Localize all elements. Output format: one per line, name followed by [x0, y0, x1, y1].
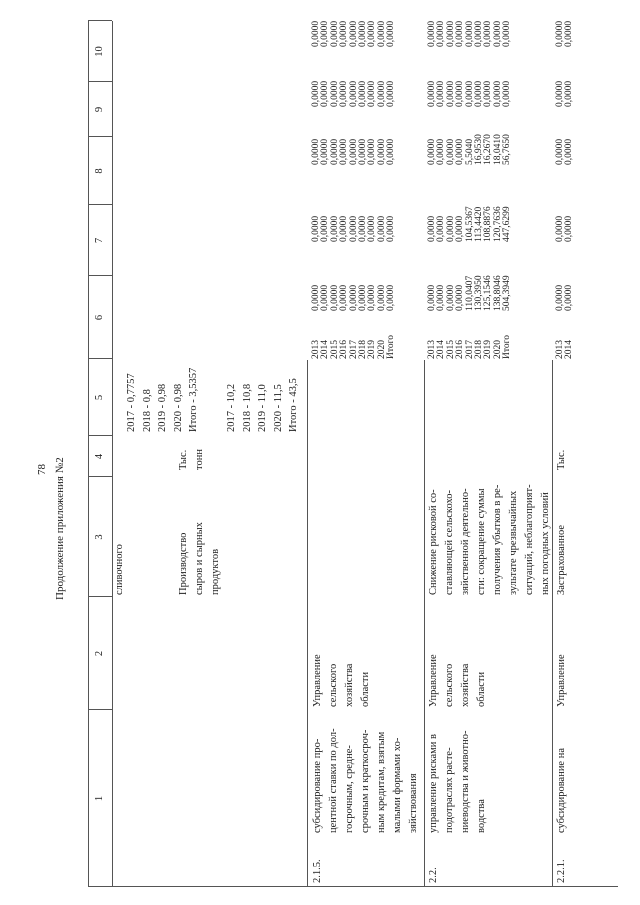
header-number-5: 5 — [94, 394, 105, 401]
executor-name: Управление сельского хозяйства области — [312, 654, 371, 707]
unit-label: Тыс. — [556, 449, 567, 470]
year-list: 2013 2014 2015 2016 2017 2018 2019 2020 Итого — [311, 334, 397, 359]
continuation-title: Продолжение приложения №2 — [54, 457, 66, 600]
expected-result: Застрахованное — [556, 524, 567, 595]
indicator-values: 2017 - 10,2 2018 - 10,8 2019 - 11,0 2020 - 11,5 Итого - 43,5 — [226, 378, 299, 432]
measure-description: субсидирование про- центной ставки по дол- госрочным, средне- срочным и краткосроч- ным кредитам, взятым малыми формами хо- зяйствования — [312, 728, 419, 833]
header-number-9: 9 — [94, 106, 105, 113]
row-divider — [424, 360, 425, 887]
row-id: 2.2.1. — [556, 859, 567, 883]
finance-total: 0,0000 0,0000 0,0000 0,0000 0,0000 0,0000 0,0000 0,0000 0,0000 — [311, 284, 397, 311]
row-col3-text: Производство сыров и сырных продуктов — [178, 522, 221, 595]
finance-regional: 0,0000 0,0000 0,0000 0,0000 5,5040 16,9530 16,2670 18,0410 56,7650 — [427, 134, 513, 165]
row-col3-text: сливочного — [114, 544, 125, 595]
finance-federal: 0,0000 0,0000 — [555, 215, 575, 242]
measure-description: субсидирование на — [556, 748, 567, 833]
header-number-8: 8 — [94, 168, 105, 174]
measure-description: управление рисками в подотраслях расте- ниеводства и животно- водства — [428, 730, 487, 833]
finance-total: 0,0000 0,0000 — [555, 284, 575, 311]
finance-local: 0,0000 0,0000 0,0000 0,0000 0,0000 0,0000 0,0000 0,0000 0,0000 — [427, 80, 513, 107]
executor-name: Управление сельского хозяйства области — [428, 654, 487, 707]
finance-other: 0,0000 0,0000 — [555, 20, 575, 47]
indicator-values: 2017 - 0,7757 2018 - 0,8 2019 - 0,98 2020 - 0,98 Итого - 3,5357 — [126, 367, 199, 432]
header-number-2: 2 — [94, 650, 105, 657]
finance-federal: 0,0000 0,0000 0,0000 0,0000 0,0000 0,0000 0,0000 0,0000 0,0000 — [311, 215, 397, 242]
page-number: 78 — [36, 464, 48, 475]
header-number-1: 1 — [94, 795, 105, 802]
year-list: 2013 2014 2015 2016 2017 2018 2019 2020 Итого — [427, 334, 513, 359]
row-divider — [552, 360, 553, 887]
expected-result: Снижение рисковой со- ставляющей сельскохо- зяйственной деятельно- сти: сокращение суммы получения убытков в ре- зультате чрезвычайных ситуаций, неблагоприят- ных погодных условий — [428, 484, 551, 595]
header-number-3: 3 — [94, 534, 105, 540]
row-id: 2.1.5. — [312, 859, 323, 883]
executor-name: Управление — [556, 654, 567, 707]
header-number-6: 6 — [94, 314, 105, 321]
finance-local: 0,0000 0,0000 — [555, 80, 575, 107]
row-id: 2.2. — [428, 867, 439, 883]
finance-local: 0,0000 0,0000 0,0000 0,0000 0,0000 0,0000 0,0000 0,0000 0,0000 — [311, 80, 397, 107]
row-divider — [307, 360, 308, 887]
rotated-table — [88, 21, 618, 887]
header-bottom-border — [112, 21, 113, 887]
unit-label: Тыс. тонн — [178, 449, 205, 470]
finance-regional: 0,0000 0,0000 0,0000 0,0000 0,0000 0,0000 0,0000 0,0000 0,0000 — [311, 138, 397, 165]
header-number-10: 10 — [94, 46, 105, 57]
header-number-4: 4 — [94, 453, 105, 460]
finance-other: 0,0000 0,0000 0,0000 0,0000 0,0000 0,0000 0,0000 0,0000 0,0000 — [427, 20, 513, 47]
finance-regional: 0,0000 0,0000 — [555, 138, 575, 165]
year-list: 2013 2014 — [555, 340, 575, 359]
table-left-border — [88, 886, 618, 887]
finance-federal: 0,0000 0,0000 0,0000 0,0000 104,5367 113,4420 108,8876 120,7636 447,6299 — [427, 206, 513, 242]
header-number-7: 7 — [94, 237, 105, 244]
finance-other: 0,0000 0,0000 0,0000 0,0000 0,0000 0,0000 0,0000 0,0000 0,0000 — [311, 20, 397, 47]
finance-total: 0,0000 0,0000 0,0000 0,0000 110,0407 130,3950 125,1546 138,8046 504,3949 — [427, 275, 513, 311]
